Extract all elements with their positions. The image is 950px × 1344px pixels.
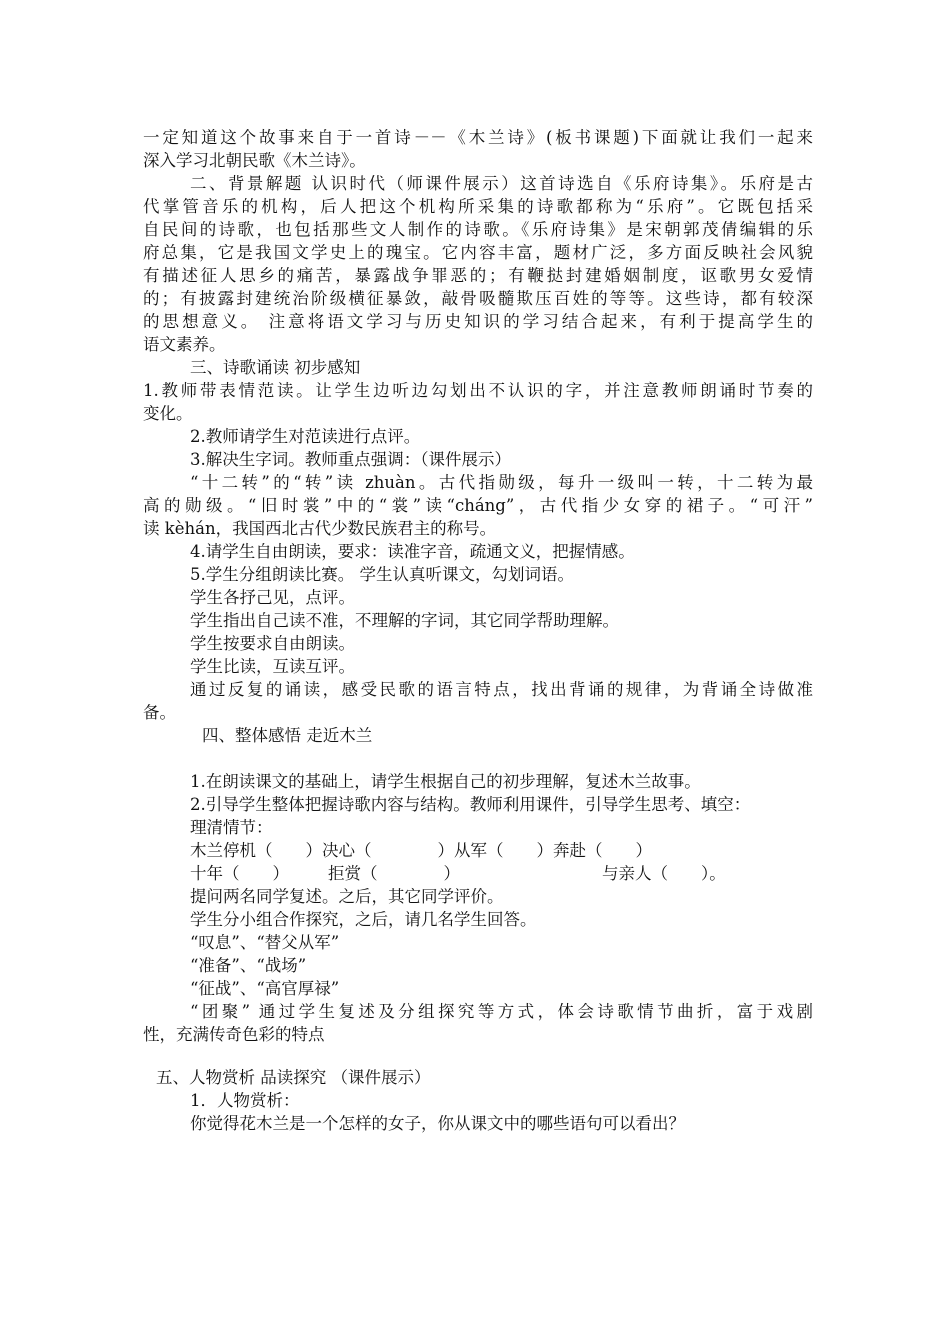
text-line: 语文素养。 [143, 335, 226, 354]
text-line: 学生比读，互读互评。 [190, 657, 355, 676]
text-line: 3.解决生字词。教师重点强调：（课件展示） [190, 450, 511, 469]
text-line: 自民间的诗歌，也包括那些文人制作的诗歌。《乐府诗集》是宋朝郭茂倩编辑的乐 [143, 220, 813, 239]
text-line: 的；有披露封建统治阶级横征暴敛，敲骨吸髓欺压百姓的等等。这些诗，都有较深 [143, 289, 813, 308]
text-line: “征战”、“高官厚禄” [190, 979, 340, 998]
text-line: 理清情节： [190, 818, 273, 837]
text-line: 一定知道这个故事来自于一首诗－－《木兰诗》(板书课题)下面就让我们一起来 [143, 128, 813, 147]
text-line: 通过反复的诵读，感受民歌的语言特点，找出背诵的规律，为背诵全诗做准 [190, 680, 813, 699]
text-line: “准备”、“战场” [190, 956, 307, 975]
fill-in-blank-line: 与亲人（ ）。 [602, 864, 726, 883]
text-line: 代掌管音乐的机构，后人把这个机构所采集的诗歌都称为“乐府”。它既包括采 [143, 197, 813, 216]
text-line: 2.教师请学生对范读进行点评。 [190, 427, 421, 446]
text-line: 性，充满传奇色彩的特点 [143, 1025, 325, 1044]
section-heading-overview: 四、整体感悟 走近木兰 [202, 726, 373, 745]
text-line: 你觉得花木兰是一个怎样的女子，你从课文中的哪些语句可以看出？ [190, 1114, 685, 1133]
section-heading-characters: 五、人物赏析 品读探究 （课件展示） [156, 1068, 431, 1087]
text-line: 2.引导学生整体把握诗歌内容与结构。教师利用课件，引导学生思考、填空： [190, 795, 751, 814]
section-heading-background: 二、背景解题 认识时代（师课件展示）这首诗选自《乐府诗集》。乐府是古 [190, 174, 813, 193]
fill-in-blank-line: 木兰停机（ ）决心（ ）从军（ ）奔赴（ ） [190, 841, 652, 860]
text-line: 5.学生分组朗读比赛。 学生认真听课文，勾划词语。 [190, 565, 574, 584]
text-line: 1．人物赏析： [190, 1091, 300, 1110]
text-line: “十二转”的“转”读 zhuàn。古代指勋级，每升一级叫一转，十二转为最 [190, 473, 813, 492]
text-line: 有描述征人思乡的痛苦，暴露战争罪恶的；有鞭挞封建婚姻制度，讴歌男女爱情 [143, 266, 813, 285]
text-line: 学生指出自己读不准，不理解的字词，其它同学帮助理解。 [190, 611, 619, 630]
section-heading-reading: 三、诗歌诵读 初步感知 [190, 358, 361, 377]
text-line: 备。 [143, 703, 176, 722]
text-line: “团聚” 通过学生复述及分组探究等方式，体会诗歌情节曲折，富于戏剧 [190, 1002, 813, 1021]
text-line: 1.教师带表情范读。让学生边听边勾划出不认识的字，并注意教师朗诵时节奏的 [143, 381, 813, 400]
text-line: “叹息”、“替父从军” [190, 933, 340, 952]
text-line: 4.请学生自由朗读，要求：读准字音，疏通文义，把握情感。 [190, 542, 635, 561]
fill-in-blank-line: 十年（ ） [190, 864, 289, 883]
text-line: 学生各抒己见，点评。 [190, 588, 355, 607]
text-line: 深入学习北朝民歌《木兰诗》。 [143, 151, 366, 170]
text-line: 读 kèhán，我国西北古代少数民族君主的称号。 [143, 519, 497, 538]
text-line: 变化。 [143, 404, 193, 423]
text-line: 高的勋级。“旧时裳”中的“裳”读“cháng”，古代指少女穿的裙子。“可汗” [143, 496, 813, 515]
text-line: 1.在朗读课文的基础上，请学生根据自己的初步理解，复述木兰故事。 [190, 772, 701, 791]
text-line: 的思想意义。 注意将语文学习与历史知识的学习结合起来，有利于提高学生的 [143, 312, 813, 331]
fill-in-blank-line: 拒赏（ ） [328, 864, 460, 883]
text-line: 府总集，它是我国文学史上的瑰宝。它内容丰富，题材广泛，多方面反映社会风貌 [143, 243, 813, 262]
text-line: 提问两名同学复述。之后，其它同学评价。 [190, 887, 504, 906]
text-line: 学生分小组合作探究，之后，请几名学生回答。 [190, 910, 537, 929]
text-line: 学生按要求自由朗读。 [190, 634, 355, 653]
